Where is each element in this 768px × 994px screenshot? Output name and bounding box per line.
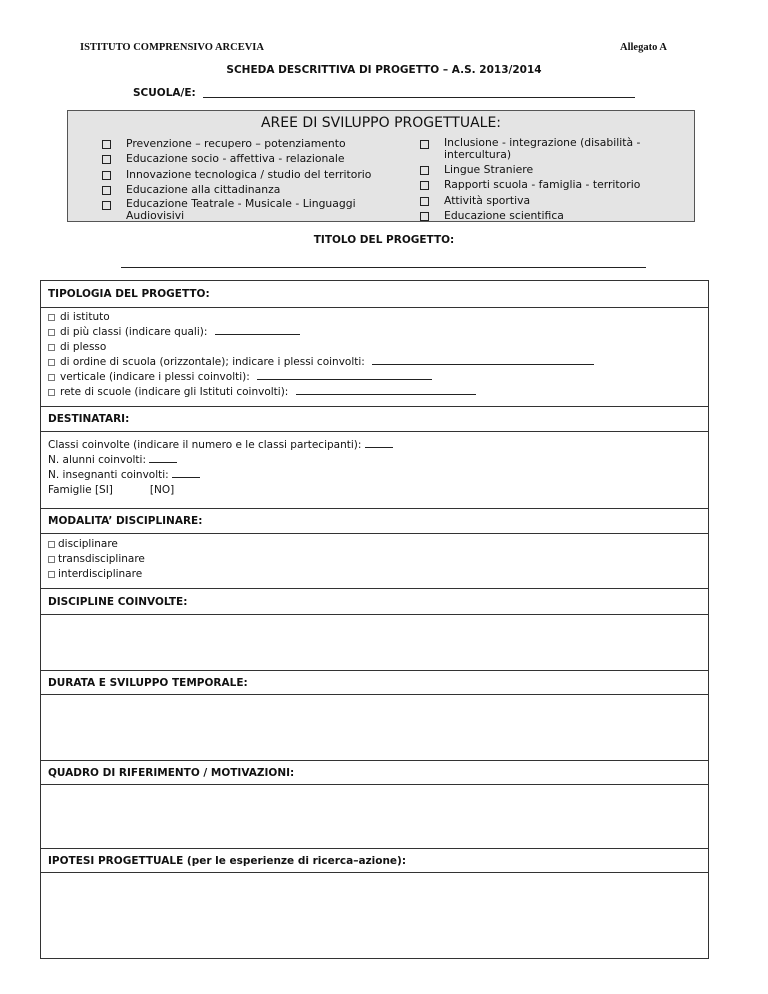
modalita-heading: MODALITA’ DISCIPLINARE:: [41, 509, 708, 534]
areas-right-column: [420, 137, 670, 224]
tipologia-option[interactable]: di più classi (indicare quali):: [48, 325, 708, 340]
area-item[interactable]: Educazione scientifica: [420, 209, 670, 224]
alunni-row: N. alunni coinvolti:: [48, 453, 708, 468]
quadro-field[interactable]: [41, 785, 708, 849]
classi-coinvolte-row: Classi coinvolte (indicare il numero e le classi partecipanti):: [48, 438, 708, 453]
famiglie-si-option[interactable]: Famiglie [SI]: [48, 484, 113, 496]
area-item[interactable]: Innovazione tecnologica / studio del territorio: [102, 168, 402, 183]
checkbox-icon[interactable]: [48, 541, 55, 548]
checkbox-icon[interactable]: [102, 171, 111, 180]
checkbox-icon[interactable]: [420, 212, 429, 221]
checkbox-icon[interactable]: [102, 186, 111, 195]
istituti-field[interactable]: [296, 385, 476, 395]
checkbox-icon[interactable]: [48, 359, 55, 366]
tipologia-option[interactable]: di istituto: [48, 310, 708, 325]
project-form: [40, 280, 709, 959]
area-item[interactable]: Educazione Teatrale - Musicale - Linguaggi Audiovisivi: [102, 198, 402, 222]
ipotesi-field[interactable]: [41, 873, 708, 958]
destinatari-body: [41, 432, 708, 509]
area-item[interactable]: Educazione socio - affettiva - relazionale: [102, 152, 402, 167]
classi-coinvolte-field[interactable]: [365, 438, 393, 448]
modalita-option[interactable]: interdisciplinare: [48, 567, 708, 582]
durata-heading: DURATA E SVILUPPO TEMPORALE:: [41, 671, 708, 695]
area-item[interactable]: Inclusione - integrazione (disabilità - intercultura): [420, 137, 670, 161]
checkbox-icon[interactable]: [420, 197, 429, 206]
plessi-orizzontale-field[interactable]: [372, 355, 594, 365]
discipline-heading: DISCIPLINE COINVOLTE:: [41, 589, 708, 615]
area-item[interactable]: Educazione alla cittadinanza: [102, 183, 402, 198]
checkbox-icon[interactable]: [102, 155, 111, 164]
areas-title: AREE DI SVILUPPO PROGETTUALE:: [260, 115, 502, 131]
checkbox-icon[interactable]: [48, 344, 55, 351]
modalita-option[interactable]: disciplinare: [48, 537, 708, 552]
checkbox-icon[interactable]: [102, 140, 111, 149]
checkbox-icon[interactable]: [102, 201, 111, 210]
project-title-field[interactable]: [121, 267, 646, 268]
area-item[interactable]: Attività sportiva: [420, 194, 670, 209]
tipologia-body: [41, 308, 708, 407]
tipologia-heading: TIPOLOGIA DEL PROGETTO:: [41, 281, 708, 308]
document-title: SCHEDA DESCRITTIVA DI PROGETTO – A.S. 2013/2014: [226, 64, 542, 76]
project-title-label: TITOLO DEL PROGETTO:: [313, 234, 455, 246]
tipologia-option[interactable]: verticale (indicare i plessi coinvolti):: [48, 370, 708, 385]
checkbox-icon[interactable]: [48, 314, 55, 321]
area-item[interactable]: Prevenzione – recupero – potenziamento: [102, 137, 402, 152]
areas-box: [67, 110, 695, 222]
tipologia-option[interactable]: rete di scuole (indicare gli Istituti coinvolti):: [48, 385, 708, 400]
school-name: ISTITUTO COMPRENSIVO ARCEVIA: [80, 42, 264, 53]
ipotesi-heading: IPOTESI PROGETTUALE (per le esperienze di ricerca–azione):: [41, 849, 708, 873]
checkbox-icon[interactable]: [48, 571, 55, 578]
checkbox-icon[interactable]: [48, 556, 55, 563]
quadro-heading: QUADRO DI RIFERIMENTO / MOTIVAZIONI:: [41, 761, 708, 785]
discipline-field[interactable]: [41, 615, 708, 671]
checkbox-icon[interactable]: [420, 181, 429, 190]
tipologia-option[interactable]: di plesso: [48, 340, 708, 355]
insegnanti-row: N. insegnanti coinvolti:: [48, 468, 708, 483]
destinatari-heading: DESTINATARI:: [41, 407, 708, 432]
modalita-body: [41, 534, 708, 589]
checkbox-icon[interactable]: [420, 140, 429, 149]
checkbox-icon[interactable]: [48, 374, 55, 381]
alunni-field[interactable]: [149, 453, 177, 463]
insegnanti-field[interactable]: [172, 468, 200, 478]
tipologia-option[interactable]: di ordine di scuola (orizzontale); indicare i plessi coinvolti:: [48, 355, 708, 370]
modalita-option[interactable]: transdisciplinare: [48, 552, 708, 567]
scuola-label: SCUOLA/E:: [133, 87, 196, 99]
checkbox-icon[interactable]: [48, 389, 55, 396]
annex-label: Allegato A: [620, 42, 667, 53]
area-item[interactable]: Rapporti scuola - famiglia - territorio: [420, 178, 670, 193]
checkbox-icon[interactable]: [420, 166, 429, 175]
durata-field[interactable]: [41, 695, 708, 761]
famiglie-row: [48, 483, 708, 498]
checkbox-icon[interactable]: [48, 329, 55, 336]
famiglie-no-option[interactable]: [NO]: [149, 484, 175, 496]
plessi-verticale-field[interactable]: [257, 370, 432, 380]
classi-field[interactable]: [215, 325, 300, 335]
area-item[interactable]: Lingue Straniere: [420, 163, 670, 178]
scuola-field[interactable]: [203, 97, 635, 98]
areas-left-column: [102, 137, 402, 223]
